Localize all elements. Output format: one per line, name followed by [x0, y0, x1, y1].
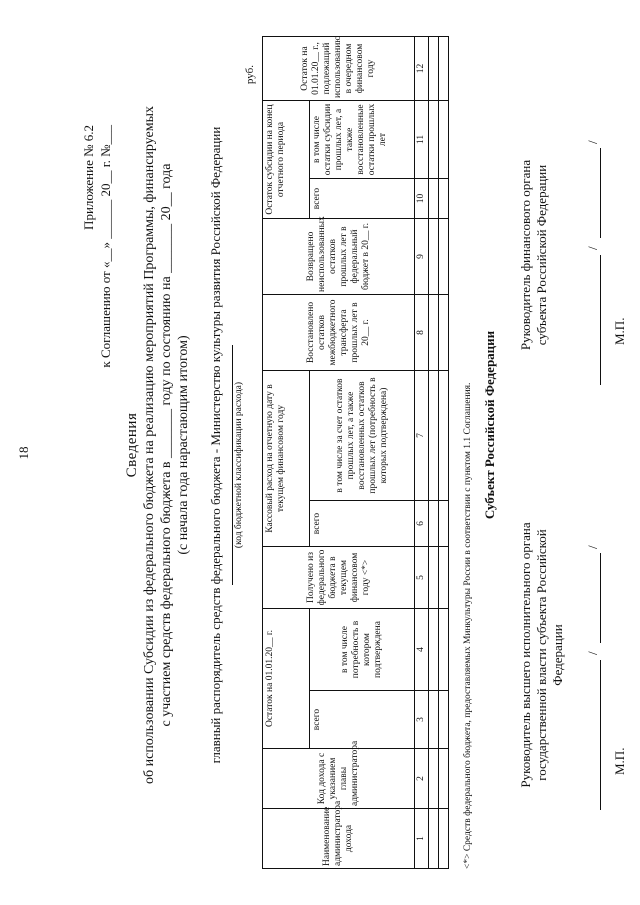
title-line-3: с участием средств федерального бюджета в _______ году по состоянию на _______ 20__ года: [159, 163, 174, 727]
column-number: 10: [415, 179, 429, 219]
signature-line-right: [586, 255, 601, 385]
empty-cell: [429, 37, 439, 101]
empty-cell: [429, 295, 439, 371]
annex-agreement-ref: к Соглашению от «__» ______ 20__ г. №___: [98, 125, 113, 368]
signature-left-title: Руководитель высшего исполнительного органа: [518, 522, 533, 788]
page-number: 18: [16, 446, 31, 460]
empty-cell: [429, 101, 439, 179]
footnote: <*> Средств федерального бюджета, предоставляемых Минкультуры России в соответствии с пунктом 1.1 Соглашения.: [463, 382, 473, 869]
column-number: 1: [415, 809, 429, 869]
header-balance-end: Остаток субсидии на конец отчетного периода: [263, 101, 310, 219]
table-empty-row: [439, 37, 449, 869]
empty-cell: [439, 547, 449, 609]
empty-cell: [429, 219, 439, 295]
empty-cell: [439, 295, 449, 371]
empty-cell: [439, 37, 449, 101]
table-header-row-2: [310, 37, 415, 869]
column-number: 6: [415, 501, 429, 547]
empty-cell: [439, 219, 449, 295]
column-number: 3: [415, 691, 429, 749]
empty-cell: [429, 691, 439, 749]
empty-cell: [429, 809, 439, 869]
empty-cell: [429, 501, 439, 547]
signature-block-right: [518, 120, 550, 390]
empty-cell: [439, 179, 449, 219]
stamp-place-right: М.П.: [612, 317, 627, 345]
table-empty-row: [429, 37, 439, 869]
column-number: 8: [415, 295, 429, 371]
column-number: 5: [415, 547, 429, 609]
header-confirmed-need: в том числе потребность в котором подтверждена: [310, 609, 415, 691]
column-number: 7: [415, 371, 429, 501]
empty-cell: [439, 809, 449, 869]
title-heading: Сведения: [124, 412, 140, 478]
empty-cell: [429, 179, 439, 219]
stamp-place-left: М.П.: [612, 747, 627, 775]
currency-unit: руб.: [244, 65, 256, 85]
annex-header: [80, 125, 114, 405]
empty-cell: [439, 371, 449, 501]
signature-block-left: [518, 500, 566, 810]
header-prior-balance: в том числе остатки субсидии прошлых лет, а также восстановленные остатки прошлых лет: [310, 101, 415, 179]
empty-cell: [439, 749, 449, 809]
empty-cell: [429, 547, 439, 609]
signature-separator: /: [585, 140, 600, 144]
title-line-4: (с начала года нарастающим итогом): [176, 335, 191, 555]
table-header-row-1: [263, 37, 310, 869]
header-total-6: всего: [310, 501, 415, 547]
header-total-3: всего: [310, 691, 415, 749]
subsidy-report-table: [262, 36, 449, 869]
header-admin-name: Наименование администратора дохода: [263, 809, 415, 869]
header-balance-start: Остаток на 01.01.20__ г.: [263, 609, 310, 749]
header-received: Получено из федерального бюджета в текущем финансовом году <*>: [263, 547, 415, 609]
header-returned: Возвращено неиспользованных остатков прошлых лет в федеральный бюджет в 20__ г.: [263, 219, 415, 295]
name-line-right: [586, 148, 601, 238]
budget-manager-line: главный распорядитель средств федерального бюджета - Министерство культуры развития Российской Федерации: [208, 126, 223, 764]
signature-separator: /: [585, 545, 600, 549]
header-total-10: всего: [310, 179, 415, 219]
signature-right-title: Руководитель финансового органа: [518, 159, 533, 351]
document-title: [124, 105, 192, 785]
empty-cell: [429, 371, 439, 501]
empty-cell: [429, 609, 439, 691]
annex-number: Приложение № 6.2: [81, 125, 96, 230]
signature-right-subtitle: субъекта Российской Федерации: [534, 164, 549, 346]
empty-cell: [429, 749, 439, 809]
column-number: 11: [415, 101, 429, 179]
subject-heading: Субъект Российской Федерации: [482, 330, 497, 520]
column-number: 12: [415, 37, 429, 101]
column-number: 2: [415, 749, 429, 809]
empty-cell: [439, 609, 449, 691]
header-income-code: Код дохода с указанием главы администратора: [263, 749, 415, 809]
signature-line-left: [586, 660, 601, 810]
header-cash-prior-years: в том числе за счет остатков прошлых лет, а также восстановленных остатков прошлых лет (потребность в которых подтверждена): [310, 371, 415, 501]
column-number: 9: [415, 219, 429, 295]
signature-separator: /: [585, 246, 600, 250]
header-balance-next-year: Остаток на 01.01.20__ г., подлежащий использованию в очередном финансовом году: [263, 37, 415, 101]
budget-code-caption: (код бюджетной классификации расхода): [232, 345, 244, 585]
name-line-left: [586, 553, 601, 643]
signature-separator: /: [585, 651, 600, 655]
column-number: 4: [415, 609, 429, 691]
signature-left-subtitle: государственной власти субъекта Российской Федерации: [534, 529, 565, 781]
empty-cell: [439, 501, 449, 547]
empty-cell: [439, 691, 449, 749]
title-line-2: об использовании Субсидии из федерального бюджета на реализацию мероприятий Программы, финансируемых: [142, 105, 157, 785]
header-restored: Восстановлено остатков межбюджетного трансферта прошлых лет в 20__ г.: [263, 295, 415, 371]
table-number-row: [415, 37, 429, 869]
empty-cell: [439, 101, 449, 179]
header-cash-expense: Кассовый расход на отчетную дату в текущем финансовом году: [263, 371, 310, 547]
